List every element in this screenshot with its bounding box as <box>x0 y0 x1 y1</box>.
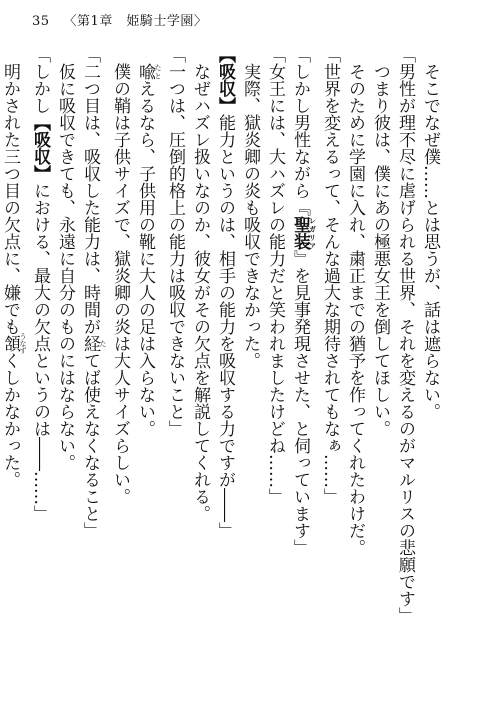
text-segment: 「男性が理不尽に虐げられる世界、それを変えるのがマルリスの悲願です」 <box>395 46 415 624</box>
text-line <box>162 46 187 686</box>
vertical-text-body <box>0 46 442 686</box>
text-segment: つまり彼は、僕にあの極悪女王を倒してほしい。 <box>370 63 390 437</box>
text-line <box>237 46 262 686</box>
text-segment: 僕の鞘は子供サイズで、獄炎卿の炎は大人サイズらしい。 <box>110 63 130 505</box>
text-line <box>132 46 162 686</box>
ruby-text <box>135 63 162 80</box>
ruby-base: 経 <box>80 335 100 352</box>
text-segment: 『 <box>290 199 310 216</box>
text-line <box>262 46 287 686</box>
text-segment: を見事発現させた、と伺っています」 <box>290 267 310 556</box>
text-line <box>287 46 317 686</box>
ruby-annotation: うなず <box>19 333 27 354</box>
text-line <box>187 46 212 686</box>
text-segment: 「二つ目は、吸収した能力は、時間が <box>80 46 100 335</box>
text-line <box>367 46 392 686</box>
text-segment: 能力というのは、相手の能力を吸収する力ですが――」 <box>215 114 235 539</box>
ruby-base: 頷 <box>0 333 20 354</box>
ruby-text <box>0 333 27 354</box>
text-segment: そのために学園に入れ、粛正までの猶予を作ってくれたわけだ。 <box>345 63 365 556</box>
ruby-base: 聖装 <box>290 216 310 250</box>
text-segment: 仮に吸収できても、永遠に自分のものにはならない。 <box>55 63 75 471</box>
text-line <box>212 46 237 686</box>
bold-text-segment: 【吸収】 <box>30 114 50 182</box>
text-segment: 』 <box>290 250 310 267</box>
ruby-text <box>80 335 107 352</box>
page-number: 35 <box>32 14 50 29</box>
ruby-annotation: た <box>99 335 107 352</box>
text-segment: そこでなぜ僕……とは思うが、話は遮らない。 <box>420 63 440 420</box>
text-segment: くしかなかった。 <box>0 352 20 488</box>
text-segment: 「世界を変えるって、そんな過大な期待されてもなぁ……」 <box>320 46 340 505</box>
ruby-annotation: レガリア <box>308 216 318 250</box>
chapter-title: 〈第1章 姫騎士学園〉 <box>63 14 208 29</box>
text-segment: における、最大の欠点というのは――……」 <box>30 182 50 522</box>
text-line <box>317 46 342 686</box>
text-segment: えるなら、子供用の靴に大人の足は入らない。 <box>135 80 155 437</box>
bold-text-segment: 【吸収】 <box>215 46 235 114</box>
text-line <box>417 46 442 686</box>
text-segment: 「女王には、大ハズレの能力だと笑われましたけどね……」 <box>265 46 285 505</box>
text-line <box>52 46 77 686</box>
ruby-text <box>290 216 318 250</box>
text-line <box>77 46 107 686</box>
ruby-base: 喩 <box>135 63 155 80</box>
ruby-annotation: たと <box>154 63 162 80</box>
page-header <box>32 10 207 29</box>
text-segment: なぜハズレ扱いなのか、彼女がその欠点を解説してくれる。 <box>190 63 210 522</box>
text-segment: 「しかし <box>30 46 50 114</box>
text-segment: 実際、獄炎卿の炎も吸収できなかった。 <box>240 63 260 369</box>
text-line <box>0 46 27 686</box>
text-segment: 明かされた三つ目の欠点に、嫌でも <box>0 63 20 335</box>
text-line <box>27 46 52 686</box>
text-line <box>107 46 132 686</box>
text-line <box>342 46 367 686</box>
text-segment: てば使えなくなること」 <box>80 352 100 539</box>
text-segment: 「一つは、圧倒的格上の能力は吸収できないこと」 <box>165 46 185 437</box>
text-segment: 「しかし男性ながら <box>290 46 310 199</box>
text-line <box>392 46 417 686</box>
